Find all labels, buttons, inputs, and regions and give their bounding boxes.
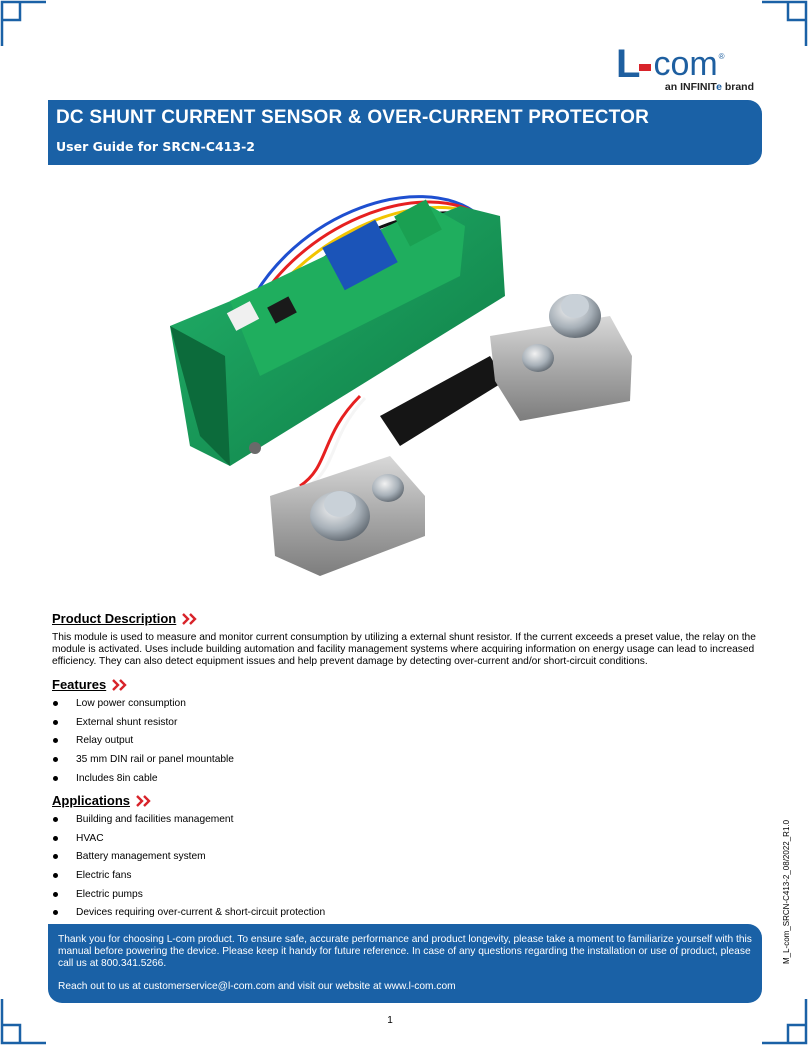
bullet-icon — [53, 817, 58, 822]
logo-registered-mark: ® — [718, 52, 725, 61]
list-item: Electric pumps — [52, 889, 325, 908]
list-item: Battery management system — [52, 851, 325, 870]
logo-tagline: an INFINITe brand — [664, 81, 754, 93]
logo-dash — [639, 64, 651, 71]
list-item: External shunt resistor — [52, 717, 234, 736]
bullet-icon — [53, 892, 58, 897]
bullet-icon — [53, 910, 58, 915]
corner-bracket-bottom-right — [760, 997, 808, 1045]
corner-bracket-bottom-left — [0, 997, 48, 1045]
list-item: Low power consumption — [52, 698, 234, 717]
page-subtitle: User Guide for SRCN-C413-2 — [56, 139, 255, 154]
page-title: DC SHUNT CURRENT SENSOR & OVER-CURRENT PROTECTOR — [56, 107, 649, 128]
product-photo — [160, 176, 640, 606]
logo-letter-l: L — [616, 42, 639, 86]
product-description-text: This module is used to measure and monitor current consumption by utilizing a external shunt resistor. If the current exceeds a preset value, the relay on the module is activated. Uses include building automation and facility management systems where acquiring information on energy usage can lead to increased efficiency. They can also detect equipment issues and help prevent damage by detecting over-current and/or short-circuit conditions. — [52, 632, 756, 667]
list-item: Building and facilities management — [52, 814, 325, 833]
lcom-logo — [616, 42, 758, 98]
bullet-icon — [53, 720, 58, 725]
footer-notice-box — [48, 924, 762, 1003]
list-item: Includes 8in cable — [52, 773, 234, 792]
list-item: Electric fans — [52, 870, 325, 889]
corner-bracket-top-right — [760, 0, 808, 48]
applications-heading: Applications — [52, 793, 154, 808]
list-item: HVAC — [52, 833, 325, 852]
bullet-icon — [53, 836, 58, 841]
applications-list — [52, 814, 325, 926]
bullet-icon — [53, 873, 58, 878]
bullet-icon — [53, 738, 58, 743]
page-number: 1 — [387, 1015, 393, 1026]
title-banner — [48, 100, 762, 165]
dc-shunt-sensor-photo-icon — [160, 176, 640, 606]
list-item: Devices requiring over-current & short-circuit protection — [52, 907, 325, 926]
footer-notice-text: Thank you for choosing L-com product. To ensure safe, accurate performance and product longevity, please take a moment to familiarize yourself with this manual before powering the device. Please keep it handy for future reference. In case of any questions regarding the installation or use of product, please call us at 800.341.5266. — [58, 934, 752, 969]
bullet-icon — [53, 757, 58, 762]
bullet-icon — [53, 776, 58, 781]
list-item: 35 mm DIN rail or panel mountable — [52, 754, 234, 773]
double-chevron-right-icon — [136, 795, 154, 807]
features-heading: Features — [52, 677, 130, 692]
double-chevron-right-icon — [182, 613, 200, 625]
list-item: Relay output — [52, 735, 234, 754]
bullet-icon — [53, 854, 58, 859]
logo-com: com — [653, 45, 718, 83]
bullet-icon — [53, 701, 58, 706]
features-list — [52, 698, 234, 791]
double-chevron-right-icon — [112, 679, 130, 691]
product-description-heading: Product Description — [52, 611, 200, 626]
corner-bracket-top-left — [0, 0, 48, 48]
footer-contact-text: Reach out to us at customerservice@l-com.com and visit our website at www.l-com.com — [58, 981, 456, 993]
document-code: M_L-com_SRCN-C413-2_08/2022_R1.0 — [782, 819, 791, 964]
